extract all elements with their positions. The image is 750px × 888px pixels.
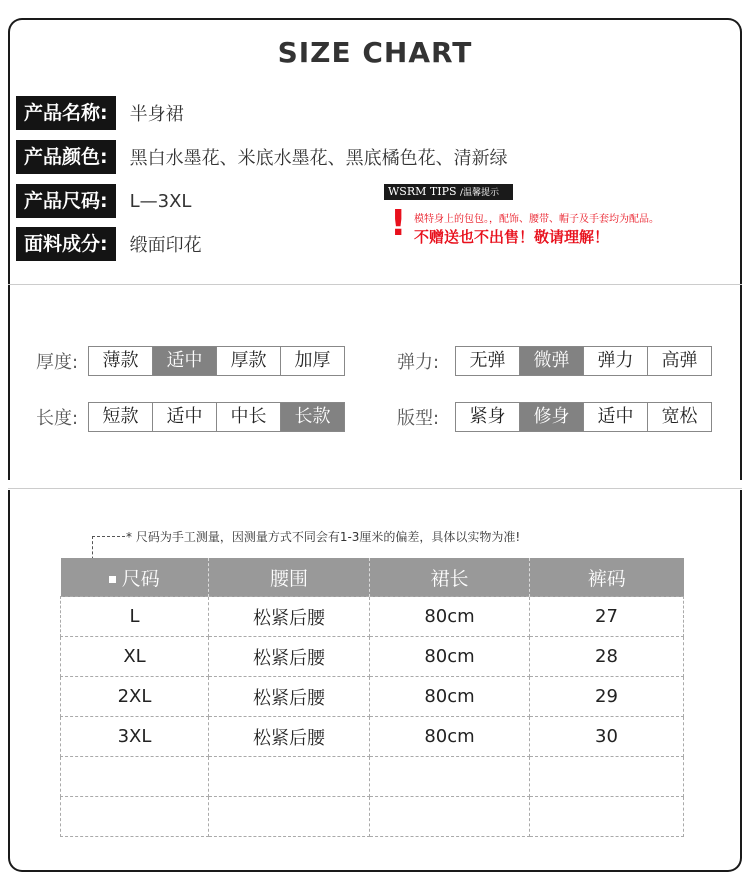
thickness-label: 厚度:	[36, 352, 79, 373]
table-cell	[530, 797, 684, 837]
table-cell	[370, 757, 530, 797]
product-color-label: 产品颜色:	[16, 140, 116, 174]
header-size: 尺码	[121, 567, 160, 590]
table-cell: 28	[530, 637, 684, 677]
product-size-value: L—3XL	[129, 190, 192, 212]
table-cell	[61, 757, 209, 797]
fit-option: 紧身	[469, 406, 506, 427]
length-option: 适中	[152, 403, 216, 431]
table-cell: 29	[530, 677, 684, 717]
table-cell: 80cm	[370, 597, 530, 637]
section-divider	[8, 488, 742, 489]
elasticity-option-selected: 微弹	[519, 347, 583, 375]
table-cell: 80cm	[370, 637, 530, 677]
table-row	[61, 757, 684, 797]
product-name-label: 产品名称:	[16, 96, 116, 130]
size-table	[60, 558, 684, 837]
product-color-row	[16, 140, 508, 174]
tips-header	[384, 184, 513, 200]
fabric-value: 缎面印花	[129, 235, 202, 256]
length-group	[36, 402, 345, 432]
header-cell	[61, 558, 209, 597]
table-cell: 30	[530, 717, 684, 757]
product-name-value: 半身裙	[129, 104, 184, 125]
header-cell: 腰围	[209, 558, 370, 597]
elasticity-options	[455, 346, 712, 376]
thickness-group	[36, 346, 345, 376]
elasticity-option: 高弹	[647, 347, 711, 375]
table-row	[61, 717, 684, 757]
exclamation-icon: !	[390, 203, 407, 244]
page-title: SIZE CHART	[277, 36, 473, 69]
table-cell	[209, 797, 370, 837]
tips-header-title: WSRM TIPS	[388, 185, 457, 198]
fabric-label: 面料成分:	[16, 227, 116, 261]
table-cell: 80cm	[370, 717, 530, 757]
fit-label: 版型:	[397, 408, 440, 429]
product-name-row	[16, 96, 184, 130]
length-option-selected: 长款	[280, 403, 344, 431]
table-cell: 80cm	[370, 677, 530, 717]
fit-group	[397, 402, 712, 432]
table-header-row	[61, 558, 684, 597]
table-row	[61, 637, 684, 677]
table-cell: 3XL	[61, 717, 209, 757]
section-divider	[8, 284, 742, 285]
thickness-option: 薄款	[102, 350, 139, 371]
marker-icon	[109, 576, 116, 583]
table-cell: 松紧后腰	[209, 717, 370, 757]
fit-options	[455, 402, 712, 432]
table-cell	[209, 757, 370, 797]
length-option: 中长	[216, 403, 280, 431]
tips-box	[384, 180, 659, 246]
table-cell: 松紧后腰	[209, 597, 370, 637]
product-color-value: 黑白水墨花、米底水墨花、黑底橘色花、清新绿	[129, 148, 508, 169]
table-cell: 松紧后腰	[209, 677, 370, 717]
table-cell	[370, 797, 530, 837]
thickness-option-selected: 适中	[152, 347, 216, 375]
fabric-row	[16, 227, 202, 261]
header-cell: 裤码	[530, 558, 684, 597]
length-label: 长度:	[36, 408, 79, 429]
thickness-option: 厚款	[216, 347, 280, 375]
table-row	[61, 797, 684, 837]
table-cell: XL	[61, 637, 209, 677]
tips-header-sub: /温馨提示	[460, 188, 500, 198]
table-cell: 2XL	[61, 677, 209, 717]
elasticity-label: 弹力:	[397, 352, 440, 373]
measurement-note: * 尺码为手工测量，因测量方式不同会有1-3厘米的偏差，具体以实物为准!	[126, 530, 521, 544]
product-size-label: 产品尺码:	[16, 184, 116, 218]
thickness-option: 加厚	[280, 347, 344, 375]
tips-note: 模特身上的包包。，配饰、腰带、帽子及手套均为配品。	[414, 214, 659, 225]
thickness-options	[88, 346, 345, 376]
table-cell: 松紧后腰	[209, 637, 370, 677]
elasticity-option: 弹力	[583, 347, 647, 375]
table-cell	[61, 797, 209, 837]
product-size-row	[16, 184, 191, 218]
tips-warning: 不赠送也不出售！敬请理解！	[414, 228, 610, 246]
length-option: 短款	[102, 406, 139, 427]
table-cell	[530, 757, 684, 797]
header-cell: 裙长	[370, 558, 530, 597]
fit-option: 宽松	[647, 403, 711, 431]
table-row	[61, 597, 684, 637]
fit-option: 适中	[583, 403, 647, 431]
fit-option-selected: 修身	[519, 403, 583, 431]
table-cell: 27	[530, 597, 684, 637]
table-row	[61, 677, 684, 717]
length-options	[88, 402, 345, 432]
elasticity-group	[397, 346, 712, 376]
table-cell: L	[61, 597, 209, 637]
elasticity-option: 无弹	[469, 350, 506, 371]
